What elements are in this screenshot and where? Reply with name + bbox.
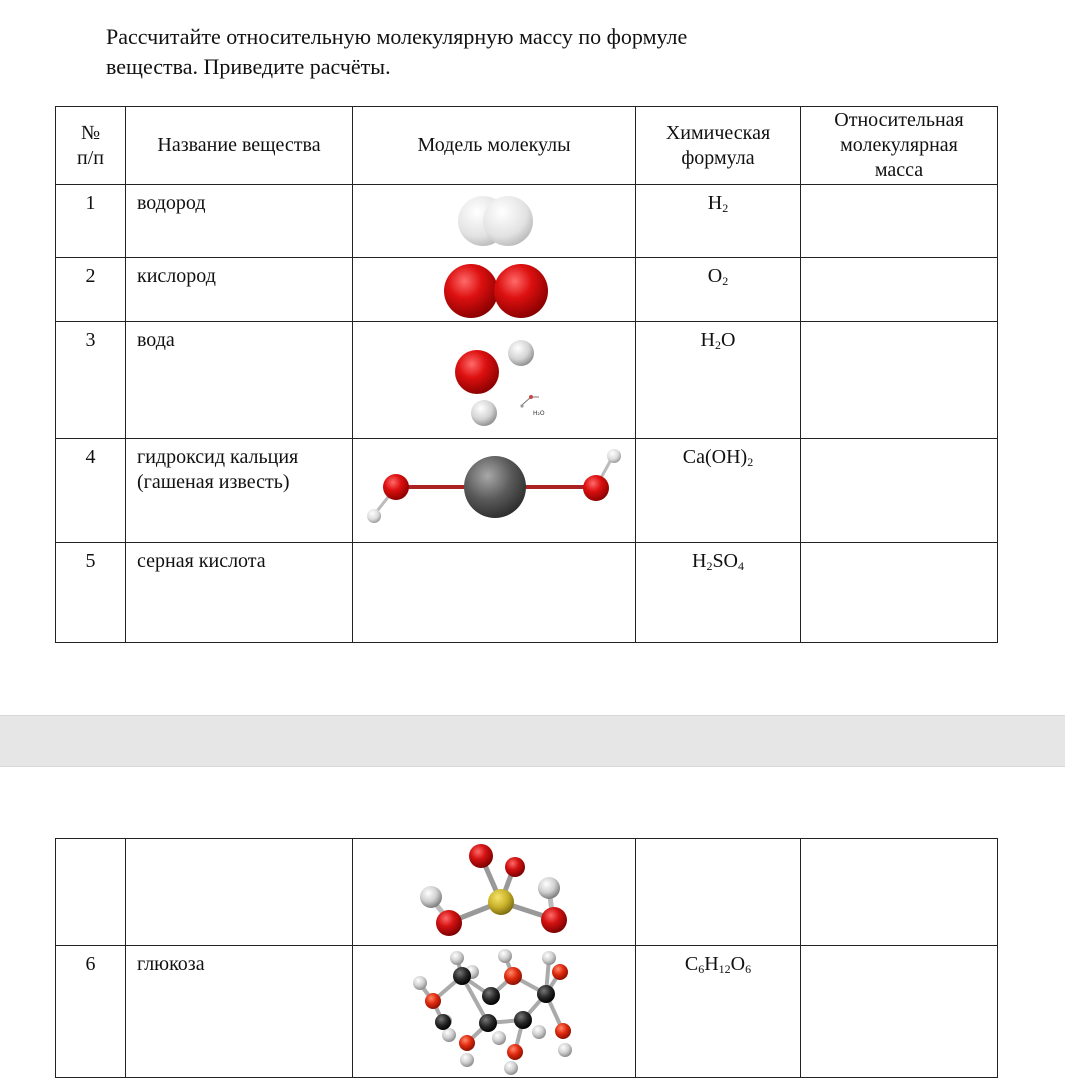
task-instruction bbox=[106, 22, 826, 82]
header-relative-molecular-mass bbox=[801, 107, 998, 185]
oxygen-atom bbox=[494, 264, 548, 318]
molecular-mass-answer bbox=[801, 185, 998, 258]
hydrogen-model-graphic bbox=[353, 185, 636, 258]
instruction-line-2: вещества. Приведите расчёты. bbox=[106, 54, 391, 79]
oxygen-atom bbox=[507, 1044, 523, 1060]
header-number bbox=[56, 107, 126, 185]
header-mass-line-3: масса bbox=[874, 159, 924, 181]
molecular-mass-answer bbox=[801, 946, 998, 1078]
hydrogen-atom bbox=[498, 949, 512, 963]
row-number-empty bbox=[56, 839, 126, 946]
formula-part: O bbox=[721, 329, 736, 351]
calcium-hydroxide-model-graphic bbox=[353, 439, 636, 543]
hydrogen-atom bbox=[508, 340, 534, 366]
table-row bbox=[56, 185, 998, 258]
molecular-mass-answer bbox=[801, 322, 998, 439]
header-substance-name: Название вещества bbox=[126, 107, 353, 185]
substance-name: вода bbox=[126, 322, 353, 439]
row-number: 4 bbox=[56, 439, 126, 543]
substance-name: кислород bbox=[126, 258, 353, 322]
molecular-mass-answer bbox=[801, 258, 998, 322]
sulfuric-acid-molecule-model bbox=[353, 839, 636, 946]
chemical-formula bbox=[636, 946, 801, 1078]
table-row-continuation bbox=[56, 839, 998, 946]
hydrogen-atom bbox=[607, 449, 621, 463]
row-number: 2 bbox=[56, 258, 126, 322]
hydrogen-atom bbox=[483, 196, 533, 246]
mini-atom bbox=[520, 404, 523, 407]
formula-subscript: 2 bbox=[706, 559, 713, 573]
hydrogen-atom bbox=[450, 951, 464, 965]
substances-table-page-1 bbox=[55, 106, 998, 643]
carbon-atom bbox=[435, 1014, 451, 1030]
oxygen-atom bbox=[552, 964, 568, 980]
substance-name-line-2: (гашеная известь) bbox=[137, 471, 290, 493]
oxygen-atom bbox=[469, 844, 493, 868]
water-molecule-model bbox=[353, 322, 636, 439]
carbon-atom bbox=[514, 1011, 532, 1029]
oxygen-atom bbox=[455, 350, 499, 394]
oxygen-atom bbox=[436, 910, 462, 936]
table-row bbox=[56, 439, 998, 543]
oxygen-atom bbox=[504, 967, 522, 985]
oxygen-atom bbox=[555, 1023, 571, 1039]
formula-part: H bbox=[691, 550, 707, 572]
substance-name bbox=[126, 439, 353, 543]
carbon-atom bbox=[537, 985, 555, 1003]
sulfur-atom bbox=[488, 889, 514, 915]
hydrogen-atom bbox=[532, 1025, 546, 1039]
row-number: 5 bbox=[56, 543, 126, 643]
header-formula-line-2: формула bbox=[681, 146, 755, 169]
oxygen-atom bbox=[444, 264, 498, 318]
formula-part: Ca(OH) bbox=[682, 446, 748, 468]
formula-subscript: 12 bbox=[718, 962, 731, 976]
hydrogen-atom bbox=[492, 1031, 506, 1045]
header-formula-line-1: Химическая bbox=[665, 121, 771, 144]
row-number: 1 bbox=[56, 185, 126, 258]
hydrogen-atom bbox=[413, 976, 427, 990]
header-chemical-formula bbox=[636, 107, 801, 185]
table-row bbox=[56, 946, 998, 1078]
hydrogen-atom bbox=[471, 400, 497, 426]
formula-part: C bbox=[684, 953, 699, 975]
formula-part: H bbox=[707, 192, 723, 214]
header-number-line-2: п/п bbox=[77, 146, 104, 169]
chemical-formula bbox=[636, 322, 801, 439]
mini-atom bbox=[529, 395, 533, 399]
row-number: 3 bbox=[56, 322, 126, 439]
page-separator bbox=[0, 715, 1065, 767]
chemical-formula bbox=[636, 439, 801, 543]
oxygen-atom bbox=[583, 475, 609, 501]
substance-name: водород bbox=[126, 185, 353, 258]
table-header-row bbox=[56, 107, 998, 185]
formula-part: O bbox=[730, 953, 746, 975]
header-molecule-model: Модель молекулы bbox=[353, 107, 636, 185]
substance-name-line-1: гидроксид кальция bbox=[137, 446, 299, 468]
hydrogen-atom bbox=[460, 1053, 474, 1067]
glucose-molecule-model bbox=[353, 946, 636, 1078]
oxygen-atom bbox=[541, 907, 567, 933]
substance-name-empty bbox=[126, 839, 353, 946]
row-number: 6 bbox=[56, 946, 126, 1078]
formula-part: SO bbox=[712, 550, 739, 572]
header-mass-line-2: молекулярная bbox=[840, 134, 958, 156]
carbon-atom bbox=[482, 987, 500, 1005]
oxygen-model-graphic bbox=[353, 258, 636, 322]
formula-subscript: 2 bbox=[715, 338, 721, 352]
hydrogen-atom bbox=[367, 509, 381, 523]
carbon-atom bbox=[453, 967, 471, 985]
header-number-line-1: № bbox=[80, 121, 101, 144]
table-row bbox=[56, 258, 998, 322]
water-model-graphic bbox=[353, 322, 636, 439]
glucose-model-graphic bbox=[353, 946, 636, 1078]
hydrogen-atom bbox=[504, 1061, 518, 1075]
chemical-formula bbox=[636, 543, 801, 643]
formula-part: H bbox=[704, 953, 719, 975]
hydrogen-atom bbox=[558, 1043, 572, 1057]
instruction-line-1: Рассчитайте относительную молекулярную массу по формуле bbox=[106, 24, 688, 49]
chemical-formula bbox=[636, 258, 801, 322]
sulfuric-acid-model-graphic bbox=[353, 839, 636, 946]
carbon-atom bbox=[479, 1014, 497, 1032]
formula-empty bbox=[636, 839, 801, 946]
hydrogen-atom bbox=[420, 886, 442, 908]
header-mass-line-1: Относительная bbox=[834, 109, 964, 131]
formula-subscript: 2 bbox=[722, 201, 729, 215]
molecular-mass-answer bbox=[801, 839, 998, 946]
formula-subscript: 4 bbox=[738, 559, 745, 573]
formula-subscript: 2 bbox=[747, 455, 754, 469]
calcium-hydroxide-molecule-model bbox=[353, 439, 636, 543]
oxygen-atom bbox=[425, 993, 441, 1009]
formula-subscript: 2 bbox=[722, 274, 729, 288]
formula-subscript: 6 bbox=[745, 962, 752, 976]
substances-table-page-2 bbox=[55, 838, 998, 1078]
hydrogen-atom bbox=[442, 1028, 456, 1042]
molecular-mass-answer bbox=[801, 543, 998, 643]
oxygen-atom bbox=[505, 857, 525, 877]
formula-subscript: 6 bbox=[698, 962, 705, 976]
molecular-mass-answer bbox=[801, 439, 998, 543]
substance-name: глюкоза bbox=[126, 946, 353, 1078]
sulfuric-acid-model-cell-top bbox=[353, 543, 636, 643]
formula-part: H bbox=[700, 329, 715, 351]
hydrogen-atom bbox=[542, 951, 556, 965]
formula-part: O bbox=[707, 265, 723, 287]
table-row bbox=[56, 543, 998, 643]
chemical-formula bbox=[636, 185, 801, 258]
oxygen-atom bbox=[383, 474, 409, 500]
table-row bbox=[56, 322, 998, 439]
substance-name: серная кислота bbox=[126, 543, 353, 643]
water-mini-caption: H₂O bbox=[533, 410, 545, 417]
oxygen-molecule-model bbox=[353, 258, 636, 322]
hydrogen-atom bbox=[538, 877, 560, 899]
hydrogen-molecule-model bbox=[353, 185, 636, 258]
oxygen-atom bbox=[459, 1035, 475, 1051]
calcium-atom bbox=[464, 456, 526, 518]
